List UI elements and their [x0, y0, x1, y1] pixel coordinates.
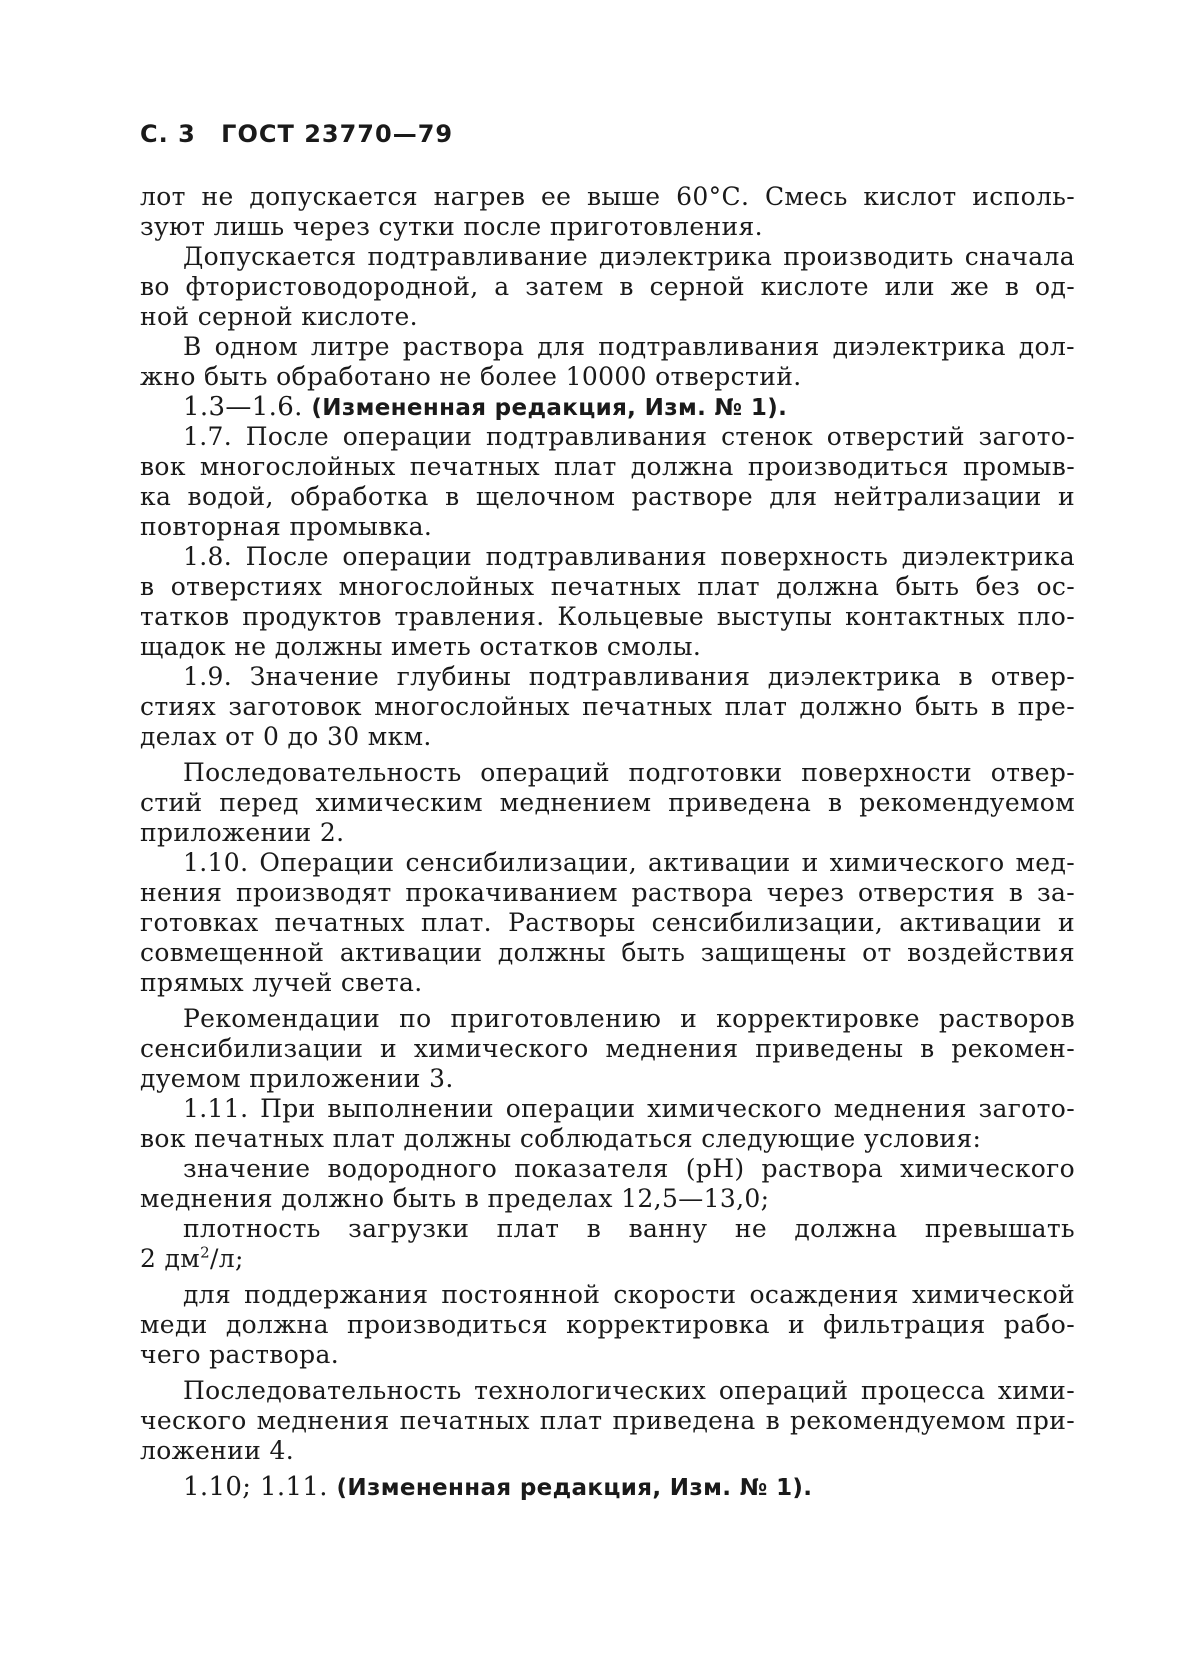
note-ref: 1.10; 1.11.: [183, 1472, 328, 1502]
text-line: ческого меднения печатных плат приведена в рекомендуемом при-: [140, 1406, 1075, 1435]
text-line: нения производят прокачиванием раствора через отверстия в за-: [140, 878, 1075, 907]
text-line: Последовательность технологических операций процесса хими-: [183, 1376, 1075, 1405]
amendment-note: [140, 392, 1075, 422]
text-line: Рекомендации по приготовлению и корректировке растворов: [183, 1004, 1075, 1033]
unit-line: [140, 1244, 1075, 1274]
body-text: [140, 182, 1075, 1502]
text-line: татков продуктов травления. Кольцевые выступы контактных пло-: [140, 602, 1075, 631]
text-line: плотность загрузки плат в ванну не должна превышать: [183, 1214, 1075, 1243]
page-number: С. 3: [140, 120, 196, 148]
note-bold: (Измененная редакция, Изм. № 1).: [311, 395, 788, 421]
standard-title: ГОСТ 23770—79: [221, 120, 454, 148]
text-line: 1.7. После операции подтравливания стенок отверстий загото-: [183, 422, 1075, 451]
text-line: готовках печатных плат. Растворы сенсибилизации, активации и: [140, 908, 1075, 937]
unit-text: 2 дм: [140, 1244, 201, 1273]
text-line: стий перед химическим меднением приведена в рекомендуемом: [140, 788, 1075, 817]
text-line: вок многослойных печатных плат должна производиться промыв-: [140, 452, 1075, 481]
note-ref: 1.3—1.6.: [183, 392, 303, 422]
text-line: жно быть обработано не более 10000 отверстий.: [140, 362, 802, 391]
text-line: Последовательность операций подготовки поверхности отвер-: [183, 758, 1075, 787]
text-line: ка водой, обработка в щелочном растворе для нейтрализации и: [140, 482, 1075, 511]
page-header: [140, 120, 469, 148]
text-line: зуют лишь через сутки после приготовления.: [140, 212, 763, 241]
text-line: чего раствора.: [140, 1340, 340, 1369]
text-line: В одном литре раствора для подтравливания диэлектрика дол-: [183, 332, 1075, 361]
text-line: вок печатных плат должны соблюдаться следующие условия:: [140, 1124, 982, 1153]
text-line: меди должна производиться корректировка и фильтрация рабо-: [140, 1310, 1075, 1339]
text-line: совмещенной активации должны быть защищены от воздействия: [140, 938, 1075, 967]
text-line: для поддержания постоянной скорости осаждения химической: [183, 1280, 1075, 1309]
text-line: повторная промывка.: [140, 512, 433, 541]
text-line: значение водородного показателя (pH) раствора химического: [183, 1154, 1075, 1183]
text-line: во фтористоводородной, а затем в серной кислоте или же в од-: [140, 272, 1075, 301]
text-line: делах от 0 до 30 мкм.: [140, 722, 432, 751]
text-line: приложении 2.: [140, 818, 345, 847]
text-line: лот не допускается нагрев ее выше 60°С. Смесь кислот исполь-: [140, 182, 1075, 211]
text-line: сенсибилизации и химического меднения приведены в рекомен-: [140, 1034, 1075, 1063]
text-line: ложении 4.: [140, 1436, 295, 1465]
unit-exponent: 2: [200, 1243, 210, 1262]
text-line: 1.9. Значение глубины подтравливания диэлектрика в отвер-: [183, 662, 1075, 691]
text-line: меднения должно быть в пределах 12,5—13,0;: [140, 1184, 770, 1213]
text-line: 1.11. При выполнении операции химического меднения загото-: [183, 1094, 1075, 1123]
text-line: 1.8. После операции подтравливания поверхность диэлектрика: [183, 542, 1075, 571]
unit-suffix: /л;: [210, 1244, 244, 1273]
text-line: прямых лучей света.: [140, 968, 423, 997]
amendment-note: [140, 1472, 1075, 1502]
text-line: в отверстиях многослойных печатных плат должна быть без ос-: [140, 572, 1075, 601]
text-line: ной серной кислоте.: [140, 302, 418, 331]
text-line: стиях заготовок многослойных печатных плат должно быть в пре-: [140, 692, 1075, 721]
note-bold: (Измененная редакция, Изм. № 1).: [336, 1475, 813, 1501]
text-line: щадок не должны иметь остатков смолы.: [140, 632, 702, 661]
text-line: дуемом приложении 3.: [140, 1064, 454, 1093]
text-line: 1.10. Операции сенсибилизации, активации и химического мед-: [183, 848, 1075, 877]
text-line: Допускается подтравливание диэлектрика производить сначала: [183, 242, 1075, 271]
